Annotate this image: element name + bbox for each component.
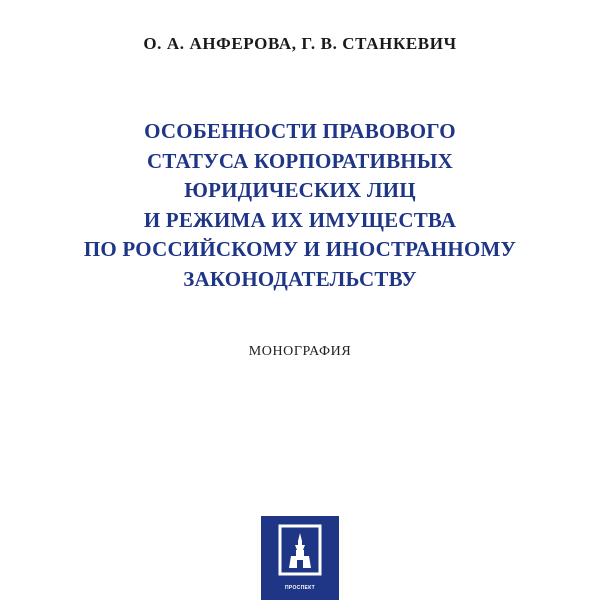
book-authors: О. А. АНФЕРОВА, Г. В. СТАНКЕВИЧ	[143, 34, 457, 53]
title-line: СТАТУСА КОРПОРАТИВНЫХ	[146, 148, 454, 173]
book-genre: МОНОГРАФИЯ	[248, 344, 352, 359]
book-title	[0, 117, 600, 294]
title-line: ЮРИДИЧЕСКИХ ЛИЦ	[184, 178, 416, 202]
title-line: ЗАКОНОДАТЕЛЬСТВУ	[183, 266, 417, 291]
title-line: ОСОБЕННОСТИ ПРАВОВОГО	[144, 119, 456, 143]
publisher-logo	[261, 516, 339, 600]
publisher-logo-caption: ПРОСПЕКТ	[285, 585, 315, 591]
title-line: ПО РОССИЙСКОМУ И ИНОСТРАННОМУ	[83, 237, 517, 261]
title-line: И РЕЖИМА ИХ ИМУЩЕСТВА	[143, 207, 457, 232]
publisher-emblem-icon	[261, 516, 339, 586]
